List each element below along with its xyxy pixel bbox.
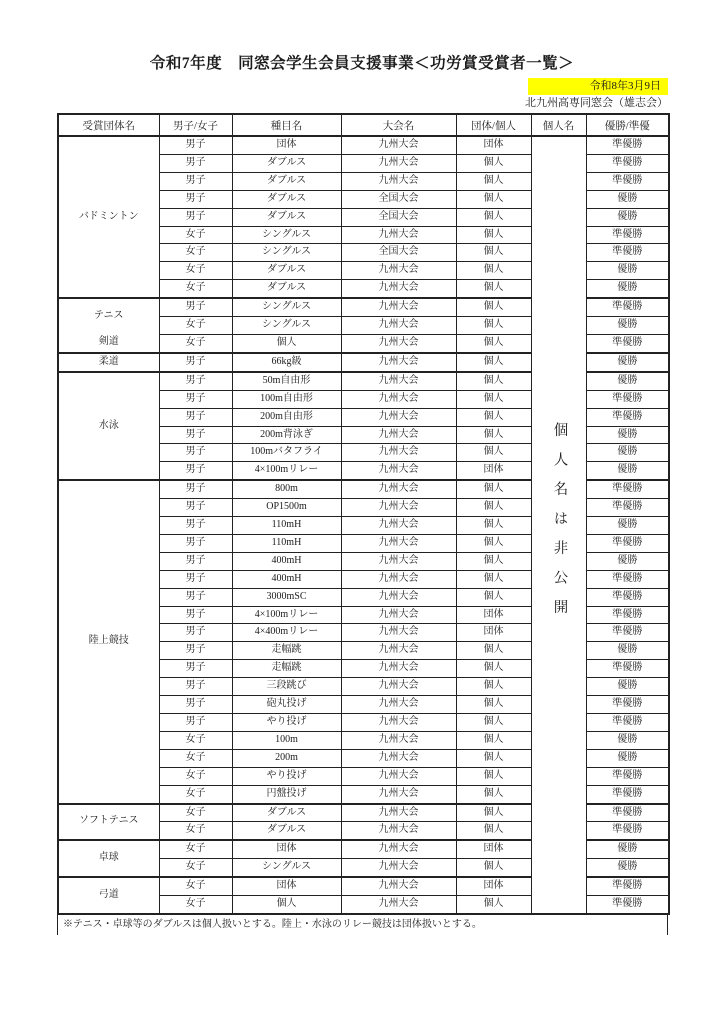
tournament-cell: 九州大会 xyxy=(341,840,456,858)
entry-type-cell: 団体 xyxy=(456,840,531,858)
section-label: 柔道 xyxy=(98,355,119,367)
result-cell: 準優勝 xyxy=(586,334,669,352)
tournament-cell: 九州大会 xyxy=(341,172,456,190)
event-cell: 団体 xyxy=(232,840,341,858)
entry-type-cell: 個人 xyxy=(456,172,531,190)
result-cell: 優勝 xyxy=(586,208,669,226)
result-cell: 準優勝 xyxy=(586,480,669,498)
result-cell: 優勝 xyxy=(586,280,669,298)
gender-cell: 女子 xyxy=(159,785,232,803)
gender-cell: 男子 xyxy=(159,298,232,316)
entry-type-cell: 個人 xyxy=(456,731,531,749)
gender-cell: 女子 xyxy=(159,749,232,767)
event-cell: やり投げ xyxy=(232,767,341,785)
result-cell: 準優勝 xyxy=(586,804,669,822)
result-cell: 優勝 xyxy=(586,317,669,335)
result-cell: 準優勝 xyxy=(586,660,669,678)
tournament-cell: 九州大会 xyxy=(341,262,456,280)
result-cell: 準優勝 xyxy=(586,606,669,624)
section-label: 剣道 xyxy=(98,336,119,348)
tournament-cell: 九州大会 xyxy=(341,154,456,172)
event-cell: やり投げ xyxy=(232,714,341,732)
entry-type-cell: 団体 xyxy=(456,606,531,624)
entry-type-cell: 個人 xyxy=(456,390,531,408)
header-gender: 男子/女子 xyxy=(159,114,232,136)
event-cell: ダブルス xyxy=(232,154,341,172)
tournament-cell: 九州大会 xyxy=(341,480,456,498)
gender-cell: 男子 xyxy=(159,588,232,606)
event-cell: 200m自由形 xyxy=(232,408,341,426)
entry-type-cell: 個人 xyxy=(456,896,531,914)
tournament-cell: 九州大会 xyxy=(341,226,456,244)
result-cell: 準優勝 xyxy=(586,244,669,262)
result-cell: 優勝 xyxy=(586,426,669,444)
result-cell: 優勝 xyxy=(586,642,669,660)
gender-cell: 女子 xyxy=(159,877,232,895)
entry-type-cell: 個人 xyxy=(456,552,531,570)
page-title: 令和7年度 同窓会学生会員支援事業＜功労賞受賞者一覧＞ xyxy=(149,55,575,72)
event-cell: 110mH xyxy=(232,517,341,535)
gender-cell: 男子 xyxy=(159,480,232,498)
event-cell: 走幅跳 xyxy=(232,660,341,678)
tournament-cell: 九州大会 xyxy=(341,534,456,552)
section-label: テニス xyxy=(93,310,124,322)
entry-type-cell: 個人 xyxy=(456,785,531,803)
event-cell: 4×100mリレー xyxy=(232,462,341,480)
event-cell: 砲丸投げ xyxy=(232,696,341,714)
section-label: 卓球 xyxy=(98,852,119,864)
result-cell: 準優勝 xyxy=(586,499,669,517)
section-label: 弓道 xyxy=(98,889,119,901)
gender-cell: 男子 xyxy=(159,517,232,535)
tournament-cell: 九州大会 xyxy=(341,785,456,803)
gender-cell: 男子 xyxy=(159,172,232,190)
result-cell: 優勝 xyxy=(586,353,669,372)
entry-type-cell: 個人 xyxy=(456,262,531,280)
gender-cell: 男子 xyxy=(159,208,232,226)
result-cell: 優勝 xyxy=(586,859,669,877)
entry-type-cell: 個人 xyxy=(456,660,531,678)
result-cell: 準優勝 xyxy=(586,714,669,732)
entry-type-cell: 個人 xyxy=(456,353,531,372)
gender-cell: 女子 xyxy=(159,280,232,298)
result-cell: 準優勝 xyxy=(586,767,669,785)
gender-cell: 女子 xyxy=(159,226,232,244)
tournament-cell: 九州大会 xyxy=(341,317,456,335)
entry-type-cell: 個人 xyxy=(456,334,531,352)
entry-type-cell: 個人 xyxy=(456,298,531,316)
tournament-cell: 九州大会 xyxy=(341,804,456,822)
entry-type-cell: 個人 xyxy=(456,804,531,822)
entry-type-cell: 個人 xyxy=(456,226,531,244)
result-cell: 準優勝 xyxy=(586,896,669,914)
entry-type-cell: 団体 xyxy=(456,136,531,154)
section-name-cell xyxy=(58,480,159,803)
result-cell: 準優勝 xyxy=(586,624,669,642)
header-group-name: 受賞団体名 xyxy=(58,114,159,136)
gender-cell: 男子 xyxy=(159,372,232,390)
tournament-cell: 九州大会 xyxy=(341,298,456,316)
gender-cell: 男子 xyxy=(159,136,232,154)
tournament-cell: 九州大会 xyxy=(341,372,456,390)
table-header-row xyxy=(58,114,669,136)
result-cell: 優勝 xyxy=(586,262,669,280)
event-cell: 4×100mリレー xyxy=(232,606,341,624)
gender-cell: 男子 xyxy=(159,714,232,732)
tournament-cell: 九州大会 xyxy=(341,136,456,154)
event-cell: ダブルス xyxy=(232,822,341,840)
section-name-cell xyxy=(58,372,159,480)
result-cell: 準優勝 xyxy=(586,877,669,895)
entry-type-cell: 個人 xyxy=(456,642,531,660)
event-cell: 100m自由形 xyxy=(232,390,341,408)
tournament-cell: 九州大会 xyxy=(341,859,456,877)
result-cell: 準優勝 xyxy=(586,390,669,408)
section-name-cell xyxy=(58,804,159,841)
event-cell: 100m xyxy=(232,731,341,749)
gender-cell: 男子 xyxy=(159,408,232,426)
entry-type-cell: 個人 xyxy=(456,480,531,498)
result-cell: 準優勝 xyxy=(586,570,669,588)
entry-type-cell: 個人 xyxy=(456,859,531,877)
result-cell: 準優勝 xyxy=(586,136,669,154)
section-label: バドミントン xyxy=(78,210,139,222)
gender-cell: 男子 xyxy=(159,353,232,372)
event-cell: 400mH xyxy=(232,570,341,588)
tournament-cell: 九州大会 xyxy=(341,624,456,642)
entry-type-cell: 個人 xyxy=(456,280,531,298)
tournament-cell: 九州大会 xyxy=(341,731,456,749)
result-cell: 準優勝 xyxy=(586,822,669,840)
result-cell: 準優勝 xyxy=(586,298,669,316)
tournament-cell: 九州大会 xyxy=(341,696,456,714)
entry-type-cell: 個人 xyxy=(456,534,531,552)
section-name-cell xyxy=(58,136,159,298)
gender-cell: 男子 xyxy=(159,390,232,408)
tournament-cell: 九州大会 xyxy=(341,877,456,895)
result-cell: 優勝 xyxy=(586,444,669,462)
entry-type-cell: 個人 xyxy=(456,696,531,714)
tournament-cell: 九州大会 xyxy=(341,280,456,298)
event-cell: 400mH xyxy=(232,552,341,570)
event-cell: シングルス xyxy=(232,226,341,244)
entry-type-cell: 個人 xyxy=(456,714,531,732)
tournament-cell: 九州大会 xyxy=(341,334,456,352)
tournament-cell: 九州大会 xyxy=(341,642,456,660)
awards-table xyxy=(57,113,670,915)
result-cell: 準優勝 xyxy=(586,172,669,190)
section-name-cell xyxy=(58,877,159,914)
entry-type-cell: 個人 xyxy=(456,678,531,696)
entry-type-cell: 個人 xyxy=(456,499,531,517)
result-cell: 優勝 xyxy=(586,552,669,570)
gender-cell: 男子 xyxy=(159,660,232,678)
section-label: ソフトテニス xyxy=(78,815,139,827)
result-cell: 優勝 xyxy=(586,749,669,767)
entry-type-cell: 個人 xyxy=(456,208,531,226)
event-cell: 団体 xyxy=(232,877,341,895)
section-label: 陸上競技 xyxy=(88,635,129,647)
tournament-cell: 九州大会 xyxy=(341,588,456,606)
gender-cell: 女子 xyxy=(159,896,232,914)
gender-cell: 男子 xyxy=(159,499,232,517)
tournament-cell: 九州大会 xyxy=(341,767,456,785)
section-name-cell xyxy=(58,298,159,353)
result-cell: 準優勝 xyxy=(586,226,669,244)
result-cell: 優勝 xyxy=(586,517,669,535)
result-cell: 準優勝 xyxy=(586,588,669,606)
entry-type-cell: 個人 xyxy=(456,317,531,335)
gender-cell: 男子 xyxy=(159,190,232,208)
tournament-cell: 九州大会 xyxy=(341,552,456,570)
result-cell: 準優勝 xyxy=(586,785,669,803)
gender-cell: 女子 xyxy=(159,262,232,280)
entry-type-cell: 個人 xyxy=(456,749,531,767)
tournament-cell: 九州大会 xyxy=(341,444,456,462)
tournament-cell: 九州大会 xyxy=(341,822,456,840)
gender-cell: 男子 xyxy=(159,678,232,696)
personal-name-column-cell xyxy=(531,136,586,914)
tournament-cell: 九州大会 xyxy=(341,749,456,767)
gender-cell: 女子 xyxy=(159,731,232,749)
tournament-cell: 九州大会 xyxy=(341,896,456,914)
entry-type-cell: 個人 xyxy=(456,570,531,588)
event-cell: ダブルス xyxy=(232,262,341,280)
tournament-cell: 全国大会 xyxy=(341,208,456,226)
header-entry-type: 団体/個人 xyxy=(456,114,531,136)
entry-type-cell: 個人 xyxy=(456,190,531,208)
entry-type-cell: 個人 xyxy=(456,822,531,840)
result-cell: 準優勝 xyxy=(586,408,669,426)
event-cell: ダブルス xyxy=(232,172,341,190)
tournament-cell: 九州大会 xyxy=(341,570,456,588)
gender-cell: 女子 xyxy=(159,804,232,822)
entry-type-cell: 個人 xyxy=(456,588,531,606)
gender-cell: 男子 xyxy=(159,462,232,480)
event-cell: 円盤投げ xyxy=(232,785,341,803)
event-cell: ダブルス xyxy=(232,280,341,298)
header-personal-name: 個人名 xyxy=(531,114,586,136)
gender-cell: 女子 xyxy=(159,334,232,352)
tournament-cell: 九州大会 xyxy=(341,390,456,408)
gender-cell: 男子 xyxy=(159,624,232,642)
gender-cell: 男子 xyxy=(159,696,232,714)
tournament-cell: 九州大会 xyxy=(341,499,456,517)
gender-cell: 男子 xyxy=(159,154,232,172)
gender-cell: 女子 xyxy=(159,859,232,877)
gender-cell: 男子 xyxy=(159,444,232,462)
gender-cell: 女子 xyxy=(159,840,232,858)
date-highlight: 令和8年3月9日 xyxy=(528,78,668,95)
footnote: ※テニス・卓球等のダブルスは個人扱いとする。陸上・水泳のリレー競技は団体扱いとする。 xyxy=(57,915,668,935)
event-cell: 800m xyxy=(232,480,341,498)
entry-type-cell: 団体 xyxy=(456,624,531,642)
tournament-cell: 全国大会 xyxy=(341,244,456,262)
gender-cell: 男子 xyxy=(159,606,232,624)
tournament-cell: 九州大会 xyxy=(341,606,456,624)
event-cell: 個人 xyxy=(232,334,341,352)
gender-cell: 女子 xyxy=(159,822,232,840)
gender-cell: 男子 xyxy=(159,552,232,570)
entry-type-cell: 個人 xyxy=(456,372,531,390)
result-cell: 準優勝 xyxy=(586,696,669,714)
result-cell: 優勝 xyxy=(586,840,669,858)
event-cell: OP1500m xyxy=(232,499,341,517)
gender-cell: 男子 xyxy=(159,534,232,552)
tournament-cell: 九州大会 xyxy=(341,678,456,696)
header-event: 種目名 xyxy=(232,114,341,136)
event-cell: シングルス xyxy=(232,244,341,262)
entry-type-cell: 個人 xyxy=(456,426,531,444)
event-cell: ダブルス xyxy=(232,208,341,226)
event-cell: シングルス xyxy=(232,859,341,877)
event-cell: 100mバタフライ xyxy=(232,444,341,462)
awards-table-container xyxy=(57,113,670,935)
event-cell: 4×400mリレー xyxy=(232,624,341,642)
result-cell: 準優勝 xyxy=(586,534,669,552)
gender-cell: 男子 xyxy=(159,426,232,444)
result-cell: 準優勝 xyxy=(586,154,669,172)
event-cell: 200m xyxy=(232,749,341,767)
event-cell: シングルス xyxy=(232,298,341,316)
gender-cell: 女子 xyxy=(159,244,232,262)
entry-type-cell: 団体 xyxy=(456,877,531,895)
personal-name-note: 個人名は非公開 xyxy=(551,421,568,629)
entry-type-cell: 個人 xyxy=(456,154,531,172)
event-cell: ダブルス xyxy=(232,804,341,822)
entry-type-cell: 団体 xyxy=(456,462,531,480)
gender-cell: 男子 xyxy=(159,570,232,588)
result-cell: 優勝 xyxy=(586,462,669,480)
table-row xyxy=(58,136,669,154)
event-cell: 200m背泳ぎ xyxy=(232,426,341,444)
entry-type-cell: 個人 xyxy=(456,444,531,462)
tournament-cell: 全国大会 xyxy=(341,190,456,208)
tournament-cell: 九州大会 xyxy=(341,462,456,480)
event-cell: 団体 xyxy=(232,136,341,154)
entry-type-cell: 個人 xyxy=(456,408,531,426)
gender-cell: 女子 xyxy=(159,767,232,785)
event-cell: 66kg級 xyxy=(232,353,341,372)
header-tournament: 大会名 xyxy=(341,114,456,136)
tournament-cell: 九州大会 xyxy=(341,353,456,372)
event-cell: シングルス xyxy=(232,317,341,335)
header-result: 優勝/準優 xyxy=(586,114,669,136)
result-cell: 優勝 xyxy=(586,372,669,390)
gender-cell: 女子 xyxy=(159,317,232,335)
tournament-cell: 九州大会 xyxy=(341,660,456,678)
section-name-cell xyxy=(58,353,159,372)
entry-type-cell: 個人 xyxy=(456,517,531,535)
result-cell: 優勝 xyxy=(586,678,669,696)
result-cell: 優勝 xyxy=(586,731,669,749)
result-cell: 優勝 xyxy=(586,190,669,208)
event-cell: 走幅跳 xyxy=(232,642,341,660)
event-cell: 三段跳び xyxy=(232,678,341,696)
tournament-cell: 九州大会 xyxy=(341,408,456,426)
event-cell: 個人 xyxy=(232,896,341,914)
tournament-cell: 九州大会 xyxy=(341,517,456,535)
event-cell: 110mH xyxy=(232,534,341,552)
event-cell: 50m自由形 xyxy=(232,372,341,390)
event-cell: 3000mSC xyxy=(232,588,341,606)
tournament-cell: 九州大会 xyxy=(341,714,456,732)
organization-name: 北九州高専同窓会（雄志会） xyxy=(525,97,668,109)
gender-cell: 男子 xyxy=(159,642,232,660)
tournament-cell: 九州大会 xyxy=(341,426,456,444)
section-name-cell xyxy=(58,840,159,877)
entry-type-cell: 個人 xyxy=(456,767,531,785)
entry-type-cell: 個人 xyxy=(456,244,531,262)
section-label: 水泳 xyxy=(98,419,119,431)
event-cell: ダブルス xyxy=(232,190,341,208)
